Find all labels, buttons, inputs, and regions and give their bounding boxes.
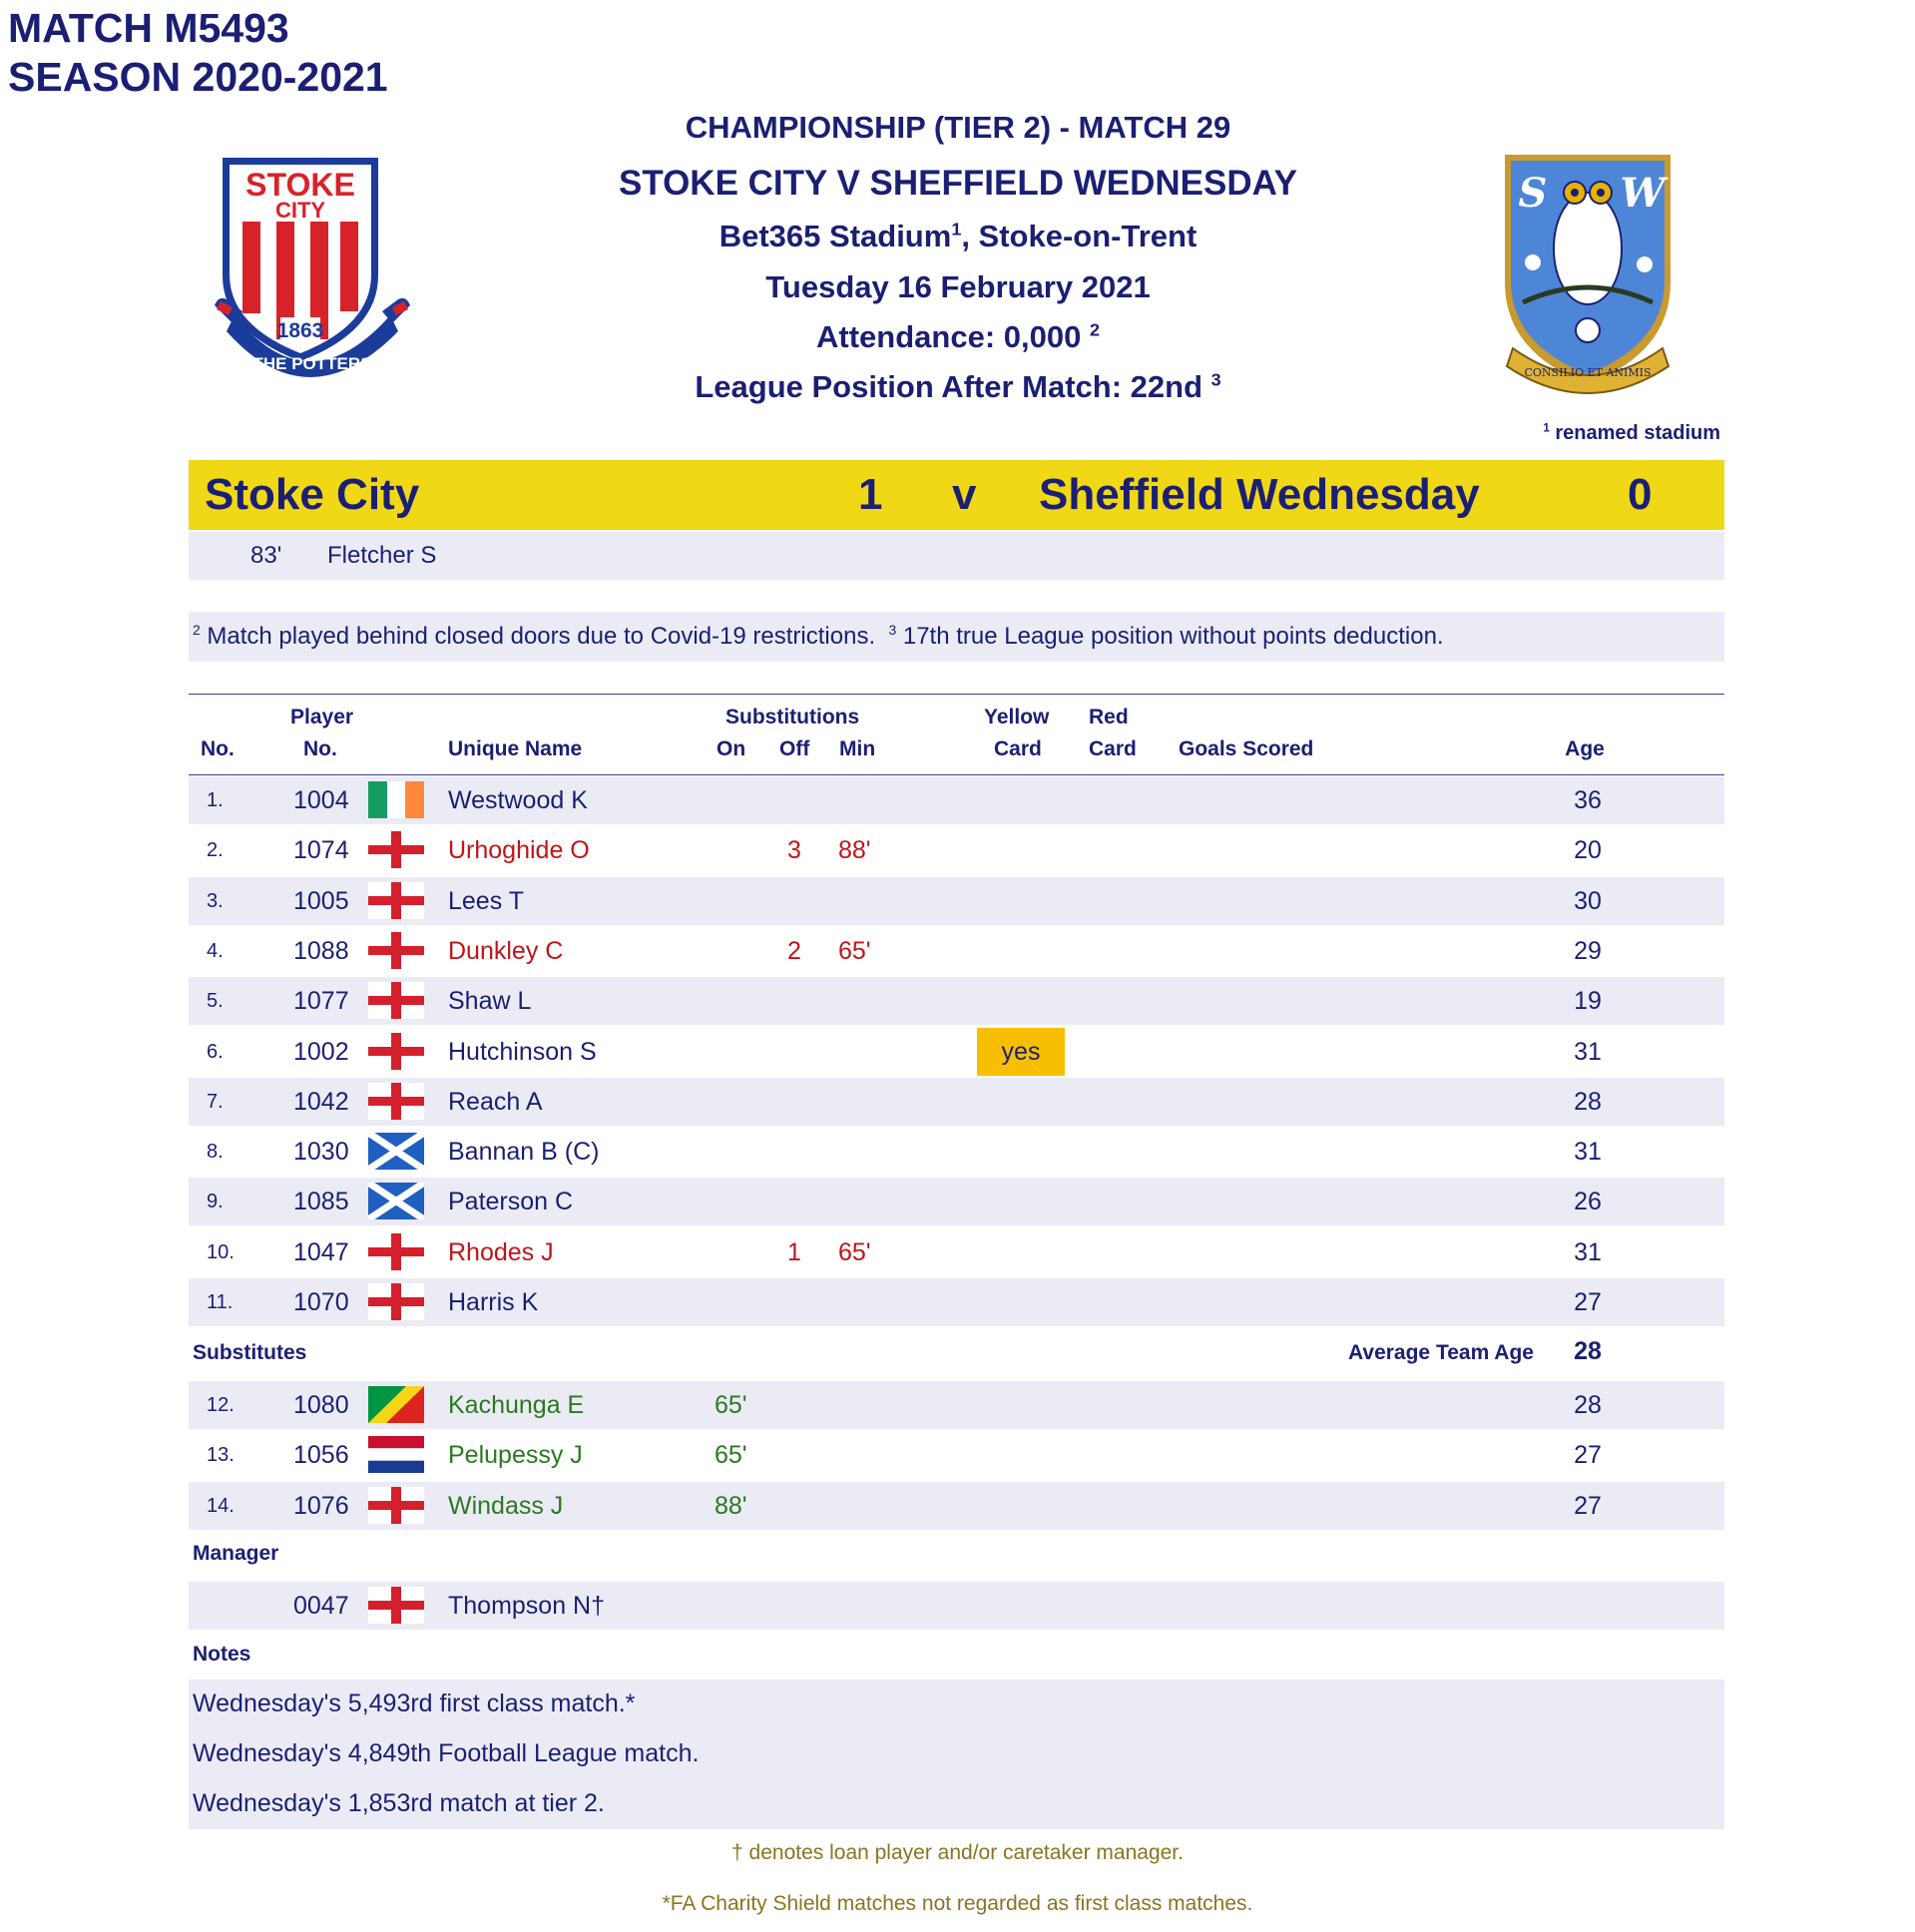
player-age: 27 (1574, 1441, 1602, 1470)
england-flag-icon (368, 882, 424, 919)
row-number: 13. (207, 1444, 235, 1467)
player-number: 1005 (293, 886, 349, 915)
player-number: 1074 (293, 836, 349, 865)
venue-line (429, 216, 1487, 257)
england-flag-icon (368, 1033, 424, 1070)
table-row (189, 1128, 1724, 1176)
col-yellow-bottom: Card (994, 737, 1042, 760)
col-age: Age (1565, 737, 1605, 760)
score-bar (189, 460, 1724, 530)
player-age: 27 (1574, 1491, 1602, 1520)
manager-label: Manager (193, 1542, 279, 1565)
player-name: Pelupessy J (448, 1441, 583, 1470)
footnote-3: 17th true League position without points deduction. (902, 623, 1444, 650)
player-number: 1077 (293, 987, 349, 1016)
row-number: 10. (207, 1240, 235, 1263)
col-on: On (717, 737, 746, 760)
league-position: League Position After Match: 22nd (695, 369, 1203, 404)
player-age: 30 (1574, 886, 1602, 915)
season-title: SEASON 2020-2021 (8, 54, 388, 100)
table-row (189, 1431, 1724, 1479)
sub-off-order: 1 (787, 1237, 801, 1266)
col-player-top: Player (290, 706, 354, 728)
attendance-footnote-mark: 2 (1089, 319, 1100, 340)
england-flag-icon (368, 1083, 424, 1120)
col-yellow-top: Yellow (984, 706, 1050, 728)
row-number: 5. (207, 990, 224, 1013)
notes-label: Notes (193, 1643, 251, 1666)
player-age: 27 (1574, 1288, 1602, 1316)
sub-off-minute: 65' (838, 1237, 871, 1266)
table-row (189, 1078, 1724, 1126)
crest-city-text: CITY (274, 198, 326, 223)
table-header (189, 703, 1724, 772)
goal-scorer: Fletcher S (327, 542, 437, 569)
player-number: 1056 (293, 1441, 349, 1470)
away-goals: 0 (1628, 470, 1653, 519)
player-name: Kachunga E (448, 1391, 585, 1419)
renamed-note-text: renamed stadium (1555, 422, 1720, 444)
versus-label: v (952, 470, 977, 519)
table-row (189, 927, 1724, 975)
row-number: 12. (207, 1394, 235, 1416)
player-name: Shaw L (448, 987, 532, 1016)
league-position-line (429, 366, 1487, 408)
player-name: Harris K (448, 1288, 539, 1316)
player-age: 31 (1574, 1138, 1602, 1167)
player-number: 1088 (293, 936, 349, 965)
charity-footnote: *FA Charity Shield matches not regarded as first class matches. (662, 1892, 1253, 1915)
player-name: Westwood K (448, 786, 588, 814)
col-no: No. (201, 737, 235, 760)
goal-scorers-row (189, 532, 1724, 580)
player-number: 1085 (293, 1188, 349, 1216)
footnote-3-mark: 3 (888, 622, 897, 638)
loan-footnote: † denotes loan player and/or caretaker manager. (731, 1841, 1184, 1864)
player-age: 31 (1574, 1037, 1602, 1066)
fixture-title: STOKE CITY V SHEFFIELD WEDNESDAY (618, 164, 1298, 203)
table-row (189, 1178, 1724, 1225)
table-row (189, 1582, 1724, 1630)
player-number: 0047 (293, 1592, 349, 1620)
goal-minute: 83' (250, 542, 282, 569)
row-number: 1. (207, 789, 224, 811)
england-flag-icon (368, 831, 424, 868)
substitutes-label: Substitutes (193, 1341, 307, 1364)
player-name: Reach A (448, 1087, 543, 1116)
player-name: Windass J (448, 1491, 564, 1520)
note-football-league: Wednesday's 4,849th Football League match. (193, 1739, 700, 1767)
table-row (189, 1482, 1724, 1530)
venue-footnote-mark: 1 (951, 219, 962, 240)
table-row (189, 826, 1724, 874)
player-number: 1047 (293, 1237, 349, 1266)
player-name: Dunkley C (448, 936, 564, 965)
col-red-bottom: Card (1089, 737, 1137, 760)
table-row (189, 1228, 1724, 1276)
match-id: MATCH M5493 (8, 5, 289, 51)
venue-town: , Stoke-on-Trent (961, 219, 1197, 253)
row-number: 2. (207, 839, 224, 862)
sub-off-order: 3 (787, 836, 801, 865)
row-number: 6. (207, 1040, 224, 1063)
sub-off-order: 2 (787, 936, 801, 965)
col-off: Off (779, 737, 810, 760)
match-date: Tuesday 16 February 2021 (765, 269, 1151, 304)
player-age: 19 (1574, 987, 1602, 1016)
crest-potters-text: THE POTTERS (252, 354, 372, 373)
england-flag-icon (368, 1283, 424, 1320)
average-age-label: Average Team Age (1348, 1341, 1534, 1364)
footnotes-text (193, 612, 1444, 662)
table-row (189, 977, 1724, 1025)
average-age-value: 28 (1574, 1337, 1602, 1365)
row-number: 9. (207, 1191, 224, 1213)
col-substitutions: Substitutions (725, 706, 860, 728)
home-goals: 1 (858, 470, 883, 519)
col-red-top: Red (1089, 706, 1129, 728)
player-age: 28 (1574, 1391, 1602, 1419)
league-position-footnote-mark: 3 (1210, 369, 1221, 390)
player-name: Bannan B (C) (448, 1138, 600, 1167)
england-flag-icon (368, 932, 424, 969)
player-number: 1042 (293, 1087, 349, 1116)
table-header-rule (189, 774, 1724, 775)
player-number: 1076 (293, 1491, 349, 1520)
sub-off-minute: 88' (838, 836, 871, 865)
notes-block (189, 1680, 1724, 1829)
scotland-flag-icon (368, 1133, 424, 1170)
table-row (189, 1028, 1724, 1076)
player-number: 1080 (293, 1391, 349, 1419)
player-age: 36 (1574, 786, 1602, 814)
crest-stoke-text: STOKE (245, 167, 355, 203)
england-flag-icon (368, 1233, 424, 1270)
attendance: Attendance: 0,000 (816, 319, 1082, 354)
home-team-name: Stoke City (205, 470, 420, 519)
renamed-stadium-note (1543, 422, 1720, 445)
player-number: 1002 (293, 1037, 349, 1066)
col-min: Min (839, 737, 876, 760)
stoke-city-crest (213, 156, 412, 389)
crest-w-letter: W (1620, 170, 1666, 217)
table-top-rule (189, 694, 1724, 695)
venue-name: Bet365 Stadium (718, 219, 952, 253)
netherlands-flag-icon (368, 1436, 424, 1473)
competition-title: CHAMPIONSHIP (TIER 2) - MATCH 29 (685, 110, 1231, 145)
attendance-line (429, 316, 1487, 358)
ireland-flag-icon (368, 781, 424, 818)
crest-motto: CONSILIO ET ANIMIS (1524, 366, 1652, 379)
england-flag-icon (368, 1587, 424, 1624)
col-unique-name: Unique Name (448, 737, 583, 760)
player-age: 28 (1574, 1087, 1602, 1116)
yellow-card: yes (977, 1028, 1065, 1076)
player-number: 1004 (293, 786, 349, 814)
footnotes-row (189, 612, 1724, 662)
scotland-flag-icon (368, 1183, 424, 1219)
footnote-2: Match played behind closed doors due to Covid-19 restrictions. (207, 623, 876, 650)
col-player-no: No. (303, 737, 337, 760)
table-row (189, 1381, 1724, 1429)
sub-on-minute: 88' (715, 1491, 747, 1520)
player-name: Rhodes J (448, 1237, 554, 1266)
sub-on-minute: 65' (715, 1441, 747, 1470)
row-number: 14. (207, 1494, 235, 1517)
table-row (189, 1278, 1724, 1326)
note-first-class: Wednesday's 5,493rd first class match.* (193, 1690, 636, 1717)
table-row (189, 776, 1724, 824)
player-name: Paterson C (448, 1188, 574, 1216)
note-tier: Wednesday's 1,853rd match at tier 2. (193, 1789, 605, 1817)
row-number: 3. (207, 889, 224, 912)
player-age: 29 (1574, 936, 1602, 965)
row-number: 7. (207, 1090, 224, 1113)
player-number: 1030 (293, 1138, 349, 1167)
player-age: 31 (1574, 1237, 1602, 1266)
sub-off-minute: 65' (838, 936, 871, 965)
away-team-name: Sheffield Wednesday (1039, 470, 1480, 519)
player-name: Urhoghide O (448, 836, 590, 865)
player-age: 26 (1574, 1188, 1602, 1216)
row-number: 8. (207, 1141, 224, 1164)
sheffield-wednesday-crest (1503, 153, 1676, 396)
col-goals: Goals Scored (1179, 737, 1314, 760)
congo-flag-icon (368, 1386, 424, 1423)
player-name: Thompson N† (448, 1592, 606, 1620)
player-number: 1070 (293, 1288, 349, 1316)
sub-on-minute: 65' (715, 1391, 747, 1419)
crest-year-text: 1863 (276, 319, 324, 342)
table-row (189, 877, 1724, 925)
footnote-2-mark: 2 (193, 622, 201, 638)
player-name: Lees T (448, 886, 524, 915)
player-age: 20 (1574, 836, 1602, 865)
player-name: Hutchinson S (448, 1037, 597, 1066)
crest-s-letter: S (1518, 170, 1548, 217)
row-number: 4. (207, 939, 224, 962)
row-number: 11. (207, 1291, 234, 1313)
renamed-footnote-mark: 1 (1543, 421, 1550, 435)
england-flag-icon (368, 1487, 424, 1524)
england-flag-icon (368, 982, 424, 1019)
